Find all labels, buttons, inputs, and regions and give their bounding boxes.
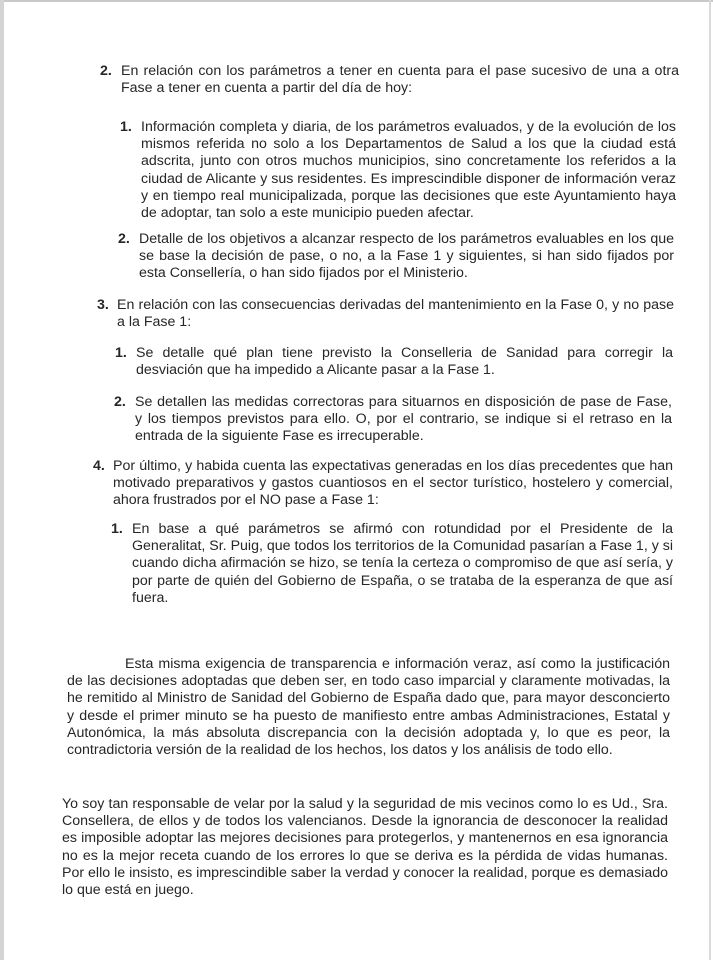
section-text: En relación con los parámetros a tener en cuenta para el pase sucesivo de una a otra Fase a tener en cuenta a partir del día de hoy: — [121, 63, 679, 97]
paragraph-text: Yo soy tan responsable de velar por la salud y la seguridad de mis vecinos como lo es Ud., Sra. Consellera, de ellos y de todos los valencianos. Desde la ignorancia de desconocer la realidad es imposible adoptar las mejores decisiones para protegerlos, y mantenernos en esa ignorancia no es la mejor receta cuando de los errores lo que se deriva es la pérdida de vidas humanas. Por ello le insisto, es imprescindible saber la verdad y conocer la realidad, porque es demasiado lo que está en juego. — [62, 796, 668, 899]
page-frame-left — [0, 0, 4, 960]
item-number: 2. — [114, 394, 126, 410]
page-frame-top — [0, 0, 713, 2]
item-text: Detalle de los objetivos a alcanzar respecto de los parámetros evaluables en los que se base la decisión de pase, o no, a la Fase 1 y siguientes, si han sido fijados por esta Consellería, o han sido fijados por el Ministerio. — [139, 231, 674, 282]
section-2-item-2 — [118, 231, 678, 283]
section-3-item-1 — [115, 345, 675, 381]
item-text: En base a qué parámetros se afirmó con rotundidad por el Presidente de la Generalitat, Sr. Puig, que todos los territorios de la Comunidad pasarían a Fase 1, y si cuando dicha afirmación se hizo, se tenía la certeza o compromiso de que así sería, y por parte de quién del Gobierno de España, o se trataba de la esperanza de que así fuera. — [132, 521, 673, 606]
section-3-item-2 — [114, 394, 674, 446]
section-number: 4. — [93, 458, 105, 474]
paragraph-transparency — [67, 656, 670, 759]
item-number: 1. — [120, 119, 132, 135]
section-text: Por último, y habida cuenta las expectativas generadas en los días precedentes que han motivado preparativos y gastos cuantiosos en el sector turístico, hostelero y comercial, ahora frustrados por el NO pase a Fase 1: — [113, 458, 673, 509]
item-number: 2. — [118, 231, 130, 247]
section-3 — [97, 297, 677, 333]
section-2-item-1 — [120, 119, 680, 223]
paragraph-text: Esta misma exigencia de transparencia e información veraz, así como la justificación de las decisiones adoptadas que deben ser, en todo caso imparcial y claramente motivadas, la he remitido al Ministro de Sanidad del Gobierno de España dado que, para mayor desconcierto y desde el primer minuto se ha puesto de manifiesto entre ambas Administraciones, Estatal y Autonómica, la más absoluta discrepancia con la decisión adoptada y, lo que es peor, la contradictoria versión de la realidad de los hechos, los datos y los análisis de todo ello. — [67, 656, 670, 759]
section-number: 3. — [97, 297, 109, 313]
section-4 — [93, 458, 675, 510]
page-frame-right — [709, 0, 711, 960]
section-2 — [100, 63, 680, 99]
section-text: En relación con las consecuencias derivadas del mantenimiento en la Fase 0, y no pase a la Fase 1: — [117, 297, 674, 331]
section-number: 2. — [100, 63, 112, 79]
item-number: 1. — [115, 345, 127, 361]
paragraph-responsibility — [62, 796, 668, 899]
item-text: Se detallen las medidas correctoras para situarnos en disposición de pase de Fase, y los tiempos previstos para ello. O, por el contrario, se indique si el retraso en la entrada de la siguiente Fase es irrecuperable. — [135, 394, 672, 445]
item-text: Se detalle qué plan tiene previsto la Conselleria de Sanidad para corregir la desviación que ha impedido a Alicante pasar a la Fase 1. — [136, 345, 673, 379]
item-text: Información completa y diaria, de los parámetros evaluados, y de la evolución de los mismos referida no solo a los Departamentos de Salud a los que la ciudad está adscrita, junto con otros muchos municipios, sino concretamente los referidos a la ciudad de Alicante y sus residentes. Es imprescindible disponer de información veraz y en tiempo real municipalizada, porque las decisiones que este Ayuntamiento haya de adoptar, tan solo a este municipio pueden afectar. — [141, 119, 676, 222]
item-number: 1. — [111, 521, 123, 537]
section-4-item-1 — [111, 521, 676, 609]
